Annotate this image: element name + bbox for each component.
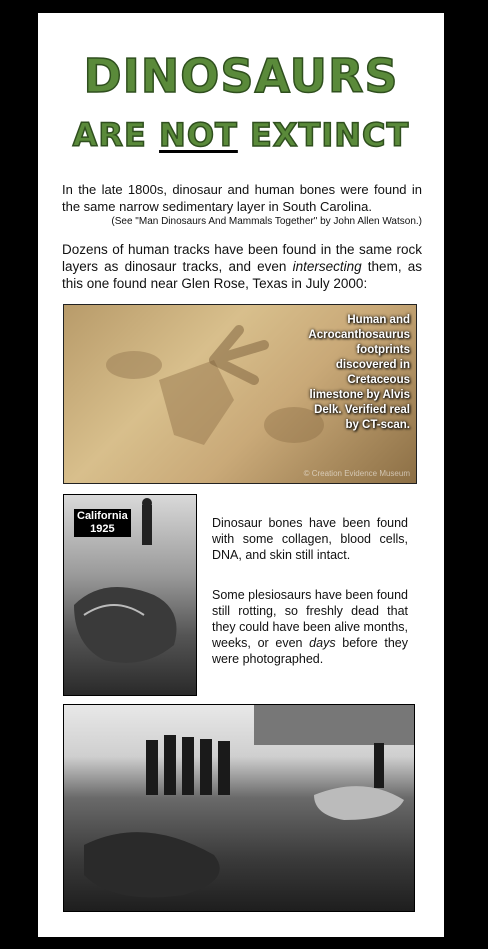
title-word-are: ARE <box>72 116 147 154</box>
label-line-2: 1925 <box>90 523 115 535</box>
p4-emphasis: days <box>309 636 336 650</box>
p4-text-a: Some plesiosaurs have been found still rotting, so freshly dead that they could have been alive months, weeks, or even <box>212 588 408 650</box>
california-label <box>74 509 131 537</box>
watermark: © Creation Evidence Museum <box>303 469 410 478</box>
footprints-caption: Human and Acrocanthosaurus footprints discovered in Cretaceous limestone by Alvis Delk. Verified real by CT-scan. <box>308 314 410 431</box>
title-line-2 <box>38 116 444 154</box>
label-line-1: California <box>77 510 128 522</box>
footprints-photo <box>63 304 417 484</box>
p2-emphasis: intersecting <box>292 259 362 274</box>
title-line-1: DINOSAURS <box>83 49 399 103</box>
citation: (See "Man Dinosaurs And Mammals Together" by John Allen Watson.) <box>111 216 422 227</box>
beach-illustration <box>64 705 414 911</box>
paragraph-bones: Dinosaur bones have been found with some collagen, blood cells, DNA, and skin still intact. <box>212 516 408 562</box>
paragraph-south-carolina: In the late 1800s, dinosaur and human bones were found in the same narrow sedimentary layer in South Carolina. <box>62 182 422 214</box>
beach-carcass-photo <box>63 704 415 912</box>
title-word-not: NOT <box>159 116 238 154</box>
p2-text-b: them, as this one found near Glen Rose, Texas in July 2000: <box>62 259 422 291</box>
paragraph-tracks <box>62 241 422 292</box>
p4-text-b: before they were photographed. <box>212 636 409 666</box>
california-1925-photo <box>63 494 197 696</box>
p2-text-a: Dozens of human tracks have been found in the same rock layers as dinosaur tracks, and even <box>62 242 422 274</box>
title-word-extinct: EXTINCT <box>250 116 410 154</box>
flyer-page <box>38 13 444 937</box>
paragraph-plesiosaurs <box>212 587 408 667</box>
